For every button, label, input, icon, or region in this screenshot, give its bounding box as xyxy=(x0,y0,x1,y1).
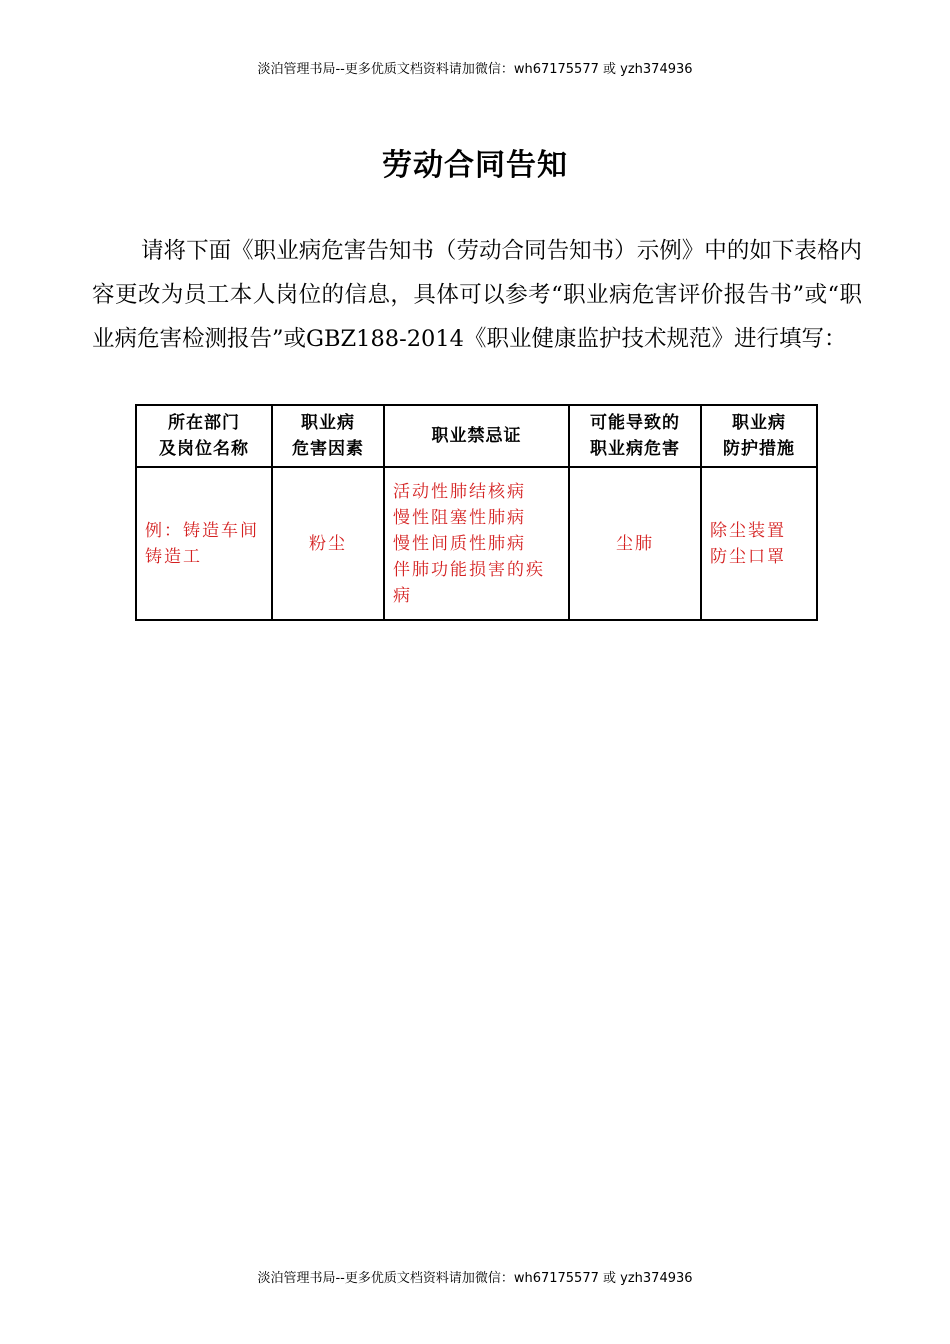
header-hazard-line1: 职业病 xyxy=(301,413,355,433)
header-department-line2: 及岗位名称 xyxy=(159,439,249,459)
page-footer: 淡泊管理书局--更多优质文档资料请加微信：wh67175577 或 yzh374936 xyxy=(257,1271,693,1286)
department-line1: 例：铸造车间 xyxy=(145,520,259,541)
header-disease-line2: 职业病危害 xyxy=(590,439,680,459)
cell-hazard: 粉尘 xyxy=(272,467,384,620)
header-hazard-factor xyxy=(272,405,384,467)
header-department xyxy=(136,405,272,467)
protection-line1: 除尘装置 xyxy=(710,520,786,541)
page-header: 淡泊管理书局--更多优质文档资料请加微信：wh67175577 或 yzh374936 xyxy=(257,62,693,77)
cell-disease: 尘肺 xyxy=(569,467,701,620)
header-contraindication-line1: 职业禁忌证 xyxy=(431,426,522,446)
document-title: 劳动合同告知 xyxy=(382,148,568,183)
contraindication-item: 慢性阻塞性肺病 xyxy=(393,507,526,528)
department-line2: 铸造工 xyxy=(145,546,202,567)
cell-contraindications xyxy=(384,467,569,620)
header-department-line1: 所在部门 xyxy=(168,413,240,433)
cell-protection xyxy=(701,467,817,620)
intro-paragraph: 请将下面《职业病危害告知书（劳动合同告知书）示例》中的如下表格内容更改为员工本人岗位的信息，具体可以参考“职业病危害评价报告书”或“职业病危害检测报告”或GBZ188-2014《职业健康监护技术规范》进行填写： xyxy=(92,238,862,352)
table-header-row xyxy=(136,405,817,467)
table-row xyxy=(136,467,817,620)
cell-department xyxy=(136,467,272,620)
header-protection xyxy=(701,405,817,467)
contraindication-item: 慢性间质性肺病 xyxy=(393,533,526,554)
header-protection-line1: 职业病 xyxy=(732,413,786,433)
contraindication-item: 病 xyxy=(393,585,412,606)
header-hazard-line2: 危害因素 xyxy=(292,439,364,459)
protection-line2: 防尘口罩 xyxy=(710,546,786,567)
header-protection-line2: 防护措施 xyxy=(723,439,795,459)
contraindication-item: 伴肺功能损害的疾 xyxy=(393,559,545,580)
contraindication-item: 活动性肺结核病 xyxy=(393,481,526,502)
hazard-info-table xyxy=(135,404,818,621)
header-disease-line1: 可能导致的 xyxy=(590,413,680,433)
header-possible-disease xyxy=(569,405,701,467)
header-contraindication xyxy=(384,405,569,467)
